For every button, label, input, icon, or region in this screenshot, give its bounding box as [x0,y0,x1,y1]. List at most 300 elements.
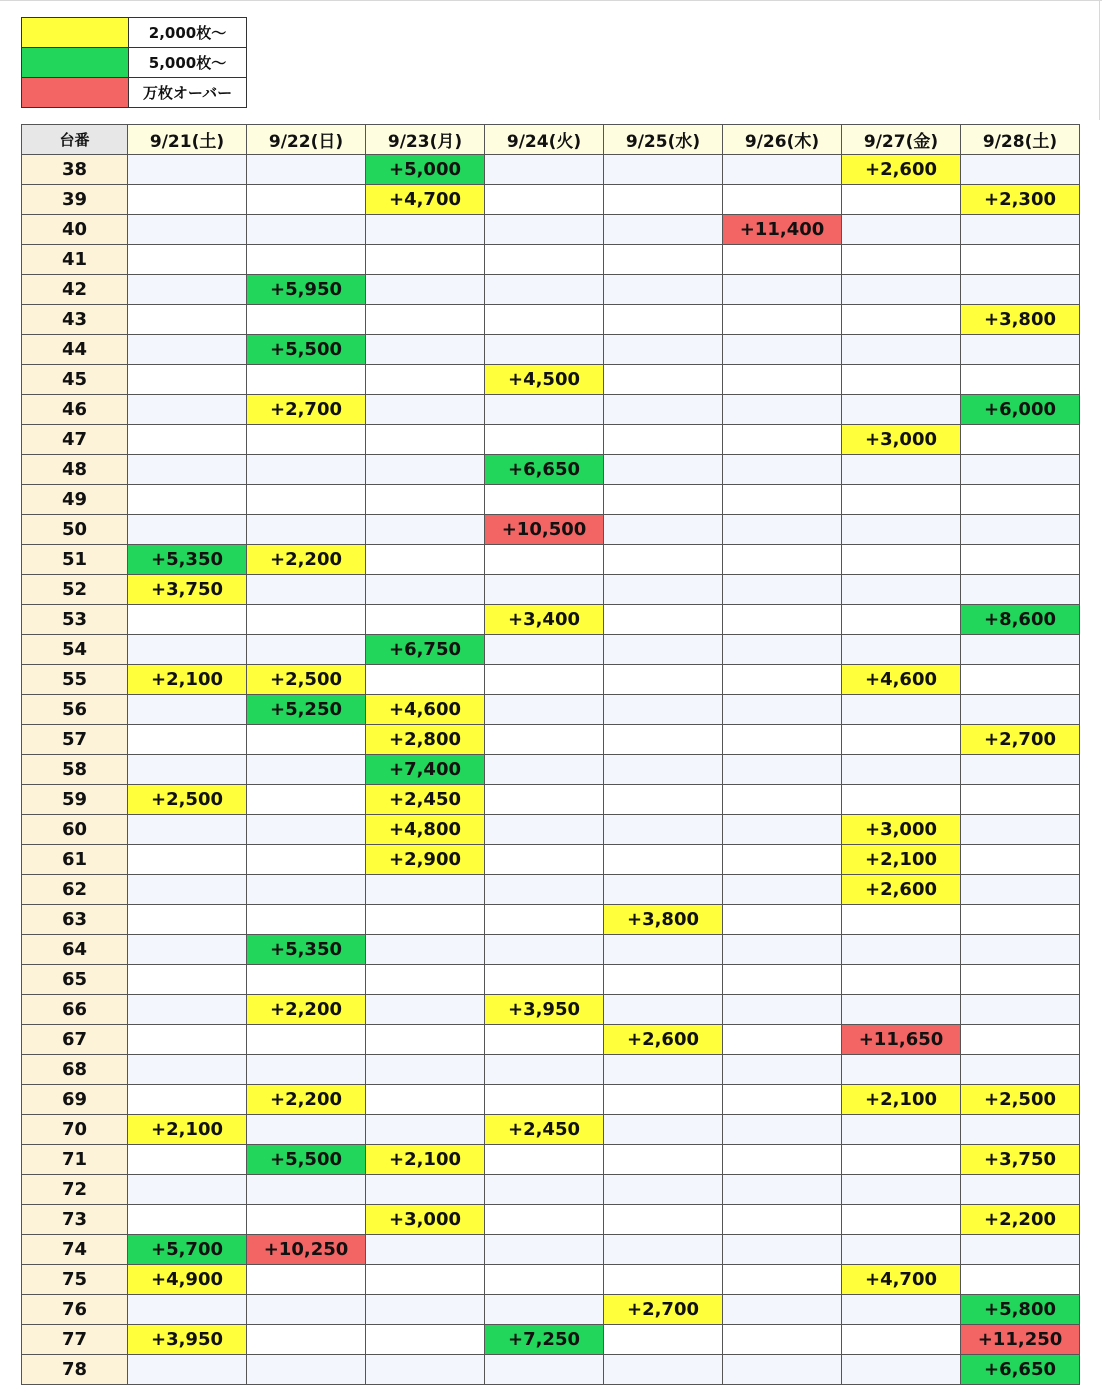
payout-cell: +5,800 [961,1295,1080,1325]
payout-cell [128,1055,247,1085]
payout-cell [961,665,1080,695]
table-row [22,365,1080,395]
payout-cell [604,155,723,185]
payout-cell [723,1175,842,1205]
payout-cell: +3,750 [128,575,247,605]
payout-cell [604,725,723,755]
machine-number: 51 [22,545,128,575]
payout-cell: +5,350 [247,935,366,965]
machine-number: 50 [22,515,128,545]
payout-cell: +2,100 [128,1115,247,1145]
payout-cell [723,425,842,455]
payout-cell [723,1205,842,1235]
payout-cell [128,725,247,755]
table-row [22,905,1080,935]
payout-cell [842,935,961,965]
payout-cell: +2,700 [247,395,366,425]
payout-cell [128,635,247,665]
payout-cell [485,725,604,755]
payout-cell [604,785,723,815]
payout-cell [842,365,961,395]
payout-cell: +4,700 [366,185,485,215]
payout-cell [366,1325,485,1355]
machine-number: 73 [22,1205,128,1235]
payout-cell [723,455,842,485]
payout-cell: +6,650 [485,455,604,485]
payout-cell [485,1175,604,1205]
payout-cell [961,1235,1080,1265]
table-row [22,755,1080,785]
payout-cell [961,845,1080,875]
table-row [22,1175,1080,1205]
payout-cell [604,575,723,605]
payout-cell [961,215,1080,245]
payout-cell [366,455,485,485]
payout-cell [247,455,366,485]
payout-cell [128,1295,247,1325]
payout-cell [128,455,247,485]
payout-cell [485,395,604,425]
payout-cell [604,335,723,365]
payout-cell [247,1295,366,1325]
payout-cell [128,245,247,275]
payout-cell [723,1115,842,1145]
payout-cell [485,425,604,455]
payout-cell [842,1175,961,1205]
machine-number-header: 台番 [22,125,128,155]
payout-cell [842,215,961,245]
table-row [22,305,1080,335]
payout-cell [842,275,961,305]
payout-cell [485,1085,604,1115]
payout-cell [604,395,723,425]
payout-cell [366,485,485,515]
machine-number: 67 [22,1025,128,1055]
table-row [22,785,1080,815]
date-header: 9/25(水) [604,125,723,155]
payout-cell [842,1115,961,1145]
table-row [22,1115,1080,1145]
payout-cell [247,1115,366,1145]
machine-number: 65 [22,965,128,995]
payout-cell [247,875,366,905]
payout-cell [128,275,247,305]
payout-cell: +5,500 [247,1145,366,1175]
payout-cell [723,1055,842,1085]
payout-cell [723,755,842,785]
table-row [22,155,1080,185]
payout-cell: +2,100 [842,845,961,875]
payout-cell: +7,250 [485,1325,604,1355]
payout-cell [961,635,1080,665]
payout-cell [604,635,723,665]
date-header: 9/21(土) [128,125,247,155]
payout-cell [485,1235,604,1265]
payout-cell [961,425,1080,455]
payout-cell [247,245,366,275]
table-row [22,485,1080,515]
table-row [22,965,1080,995]
payout-cell [247,635,366,665]
payout-cell: +3,750 [961,1145,1080,1175]
payout-cell [961,485,1080,515]
payout-cell [723,935,842,965]
payout-cell: +2,200 [961,1205,1080,1235]
payout-cell [842,1325,961,1355]
payout-cell [485,875,604,905]
payout-cell [128,515,247,545]
payout-cell [128,995,247,1025]
machine-number: 74 [22,1235,128,1265]
payout-cell [247,845,366,875]
payout-cell [723,845,842,875]
payout-cell [842,545,961,575]
payout-cell [842,1145,961,1175]
payout-cell: +2,300 [961,185,1080,215]
payout-cell [247,1175,366,1205]
table-row [22,1265,1080,1295]
payout-cell: +6,000 [961,395,1080,425]
payout-cell [842,635,961,665]
payout-cell: +5,000 [366,155,485,185]
payout-cell [247,155,366,185]
payout-cell [366,275,485,305]
payout-cell: +5,700 [128,1235,247,1265]
machine-number: 68 [22,1055,128,1085]
payout-cell [961,1055,1080,1085]
payout-cell [723,1295,842,1325]
payout-cell: +4,900 [128,1265,247,1295]
payout-cell [247,575,366,605]
table-row [22,545,1080,575]
payout-cell [723,1235,842,1265]
payout-cell [723,965,842,995]
payout-cell [366,1175,485,1205]
payout-cell [366,575,485,605]
payout-cell [961,245,1080,275]
payout-cell [723,185,842,215]
payout-cell [128,215,247,245]
payout-cell [366,395,485,425]
payout-cell [485,245,604,275]
payout-cell [366,875,485,905]
table-row [22,275,1080,305]
payout-cell [485,665,604,695]
payout-cell [842,185,961,215]
payout-cell [842,785,961,815]
payout-cell: +4,800 [366,815,485,845]
payout-cell [485,755,604,785]
machine-number: 48 [22,455,128,485]
payout-cell [366,605,485,635]
machine-number: 72 [22,1175,128,1205]
payout-cell [723,365,842,395]
payout-cell [961,365,1080,395]
payout-cell [604,845,723,875]
payout-cell [485,1205,604,1235]
payout-cell [485,485,604,515]
payout-cell [128,845,247,875]
date-header: 9/27(金) [842,125,961,155]
table-row [22,1295,1080,1325]
payout-cell: +6,650 [961,1355,1080,1385]
payout-cell: +3,950 [485,995,604,1025]
payout-cell: +2,200 [247,1085,366,1115]
machine-number: 76 [22,1295,128,1325]
payout-cell [723,1145,842,1175]
payout-cell [366,935,485,965]
machine-number: 75 [22,1265,128,1295]
payout-cell [485,1055,604,1085]
payout-cell [604,1115,723,1145]
date-header: 9/23(月) [366,125,485,155]
payout-cell: +4,600 [842,665,961,695]
payout-cell [723,1325,842,1355]
table-row [22,665,1080,695]
payout-cell [247,1355,366,1385]
payout-cell: +2,600 [604,1025,723,1055]
payout-cell [247,1325,366,1355]
date-header: 9/24(火) [485,125,604,155]
payout-cell: +2,450 [485,1115,604,1145]
payout-cell [485,845,604,875]
payout-cell [366,335,485,365]
payout-cell [604,665,723,695]
payout-cell [247,215,366,245]
payout-cell [723,275,842,305]
payout-cell [247,185,366,215]
payout-cell [604,455,723,485]
payout-cell: +5,950 [247,275,366,305]
payout-cell: +3,950 [128,1325,247,1355]
machine-number: 40 [22,215,128,245]
table-row [22,935,1080,965]
payout-cell [247,515,366,545]
payout-cell [604,1085,723,1115]
table-row [22,335,1080,365]
payout-cell [247,605,366,635]
payout-cell: +11,250 [961,1325,1080,1355]
legend-swatch [22,48,129,78]
payout-cell [961,275,1080,305]
payout-cell [961,935,1080,965]
payout-cell: +2,600 [842,875,961,905]
payout-cell [485,575,604,605]
payout-cell [128,335,247,365]
payout-cell [842,1055,961,1085]
payout-cell: +2,500 [961,1085,1080,1115]
payout-cell [247,905,366,935]
payout-cell [128,905,247,935]
payout-cell [366,1235,485,1265]
payout-cell [366,545,485,575]
machine-number: 43 [22,305,128,335]
payout-cell [842,1295,961,1325]
payout-cell [128,485,247,515]
payout-cell [128,185,247,215]
payout-cell [723,725,842,755]
payout-cell: +3,000 [842,425,961,455]
table-row [22,1235,1080,1265]
table-row [22,1055,1080,1085]
payout-cell [366,1025,485,1055]
payout-cell [366,965,485,995]
legend-swatch [22,78,129,108]
payout-cell [961,1265,1080,1295]
payout-cell [485,1295,604,1325]
machine-number: 46 [22,395,128,425]
payout-cell: +7,400 [366,755,485,785]
payout-cell [604,875,723,905]
table-row [22,575,1080,605]
payout-cell [961,905,1080,935]
payout-cell [842,485,961,515]
payout-cell: +6,750 [366,635,485,665]
payout-cell [842,995,961,1025]
payout-cell [842,725,961,755]
payout-cell [961,875,1080,905]
payout-cell [604,1265,723,1295]
payout-cell [723,995,842,1025]
payout-cell [961,155,1080,185]
payout-cell [128,815,247,845]
table-row [22,215,1080,245]
table-row [22,245,1080,275]
machine-number: 63 [22,905,128,935]
machine-number: 61 [22,845,128,875]
payout-cell [366,665,485,695]
payout-cell [604,1355,723,1385]
machine-number: 69 [22,1085,128,1115]
payout-cell [842,575,961,605]
machine-number: 60 [22,815,128,845]
payout-cell [723,575,842,605]
payout-cell [842,395,961,425]
table-row [22,995,1080,1025]
payout-cell [961,785,1080,815]
payout-cell [247,1265,366,1295]
top-border [0,0,1102,1]
payout-cell [842,455,961,485]
payout-cell [842,305,961,335]
payout-cell [604,995,723,1025]
payout-cell [366,905,485,935]
payout-cell [604,755,723,785]
payout-cell [247,1205,366,1235]
payout-cell [961,995,1080,1025]
payout-cell [366,425,485,455]
payout-cell [247,1025,366,1055]
payout-cell [366,1265,485,1295]
payout-cell: +4,500 [485,365,604,395]
table-row [22,815,1080,845]
payout-cell: +10,500 [485,515,604,545]
payout-cell [723,815,842,845]
payout-cell [247,365,366,395]
payout-cell [604,605,723,635]
machine-number: 62 [22,875,128,905]
payout-cell: +2,100 [128,665,247,695]
payout-cell [366,305,485,335]
payout-cell: +3,400 [485,605,604,635]
payout-cell [604,275,723,305]
table-row [22,695,1080,725]
payout-cell [485,305,604,335]
payout-cell: +8,600 [961,605,1080,635]
payout-cell: +10,250 [247,1235,366,1265]
payout-cell [247,965,366,995]
payout-cell: +2,900 [366,845,485,875]
payout-cell [128,425,247,455]
machine-number: 45 [22,365,128,395]
header-row [22,125,1080,155]
payout-cell [128,965,247,995]
table-row [22,605,1080,635]
payout-cell [842,905,961,935]
machine-number: 57 [22,725,128,755]
payout-cell: +2,100 [842,1085,961,1115]
payout-cell: +3,000 [366,1205,485,1235]
payout-cell [128,1175,247,1205]
payout-cell [485,335,604,365]
payout-cell [128,755,247,785]
payout-cell [961,755,1080,785]
payout-cell [604,185,723,215]
payout-cell: +2,700 [961,725,1080,755]
payout-cell [604,1055,723,1085]
machine-number: 53 [22,605,128,635]
payout-cell [366,215,485,245]
machine-number: 56 [22,695,128,725]
payout-cell [842,755,961,785]
payout-cell [485,815,604,845]
payout-cell [128,605,247,635]
payout-cell [128,395,247,425]
payout-cell [604,245,723,275]
payout-cell [961,1025,1080,1055]
payout-cell [485,215,604,245]
table-row [22,425,1080,455]
machine-number: 47 [22,425,128,455]
payout-cell [247,485,366,515]
payout-cell [247,1055,366,1085]
payout-cell [366,245,485,275]
payout-cell [604,1175,723,1205]
payout-cell: +2,700 [604,1295,723,1325]
payout-cell: +4,600 [366,695,485,725]
payout-cell [723,245,842,275]
payout-cell [961,1175,1080,1205]
payout-cell [485,545,604,575]
payout-cell [604,695,723,725]
payout-cell [723,155,842,185]
payout-cell [842,605,961,635]
payout-cell [366,515,485,545]
payout-cell [604,1235,723,1265]
payout-cell [485,1025,604,1055]
payout-cell [723,1265,842,1295]
machine-number: 52 [22,575,128,605]
table-row [22,1025,1080,1055]
payout-cell [842,245,961,275]
table-row [22,845,1080,875]
machine-number: 42 [22,275,128,305]
payout-cell [723,665,842,695]
legend [21,17,247,108]
payout-cell [723,335,842,365]
payout-cell [485,785,604,815]
table-row [22,1145,1080,1175]
